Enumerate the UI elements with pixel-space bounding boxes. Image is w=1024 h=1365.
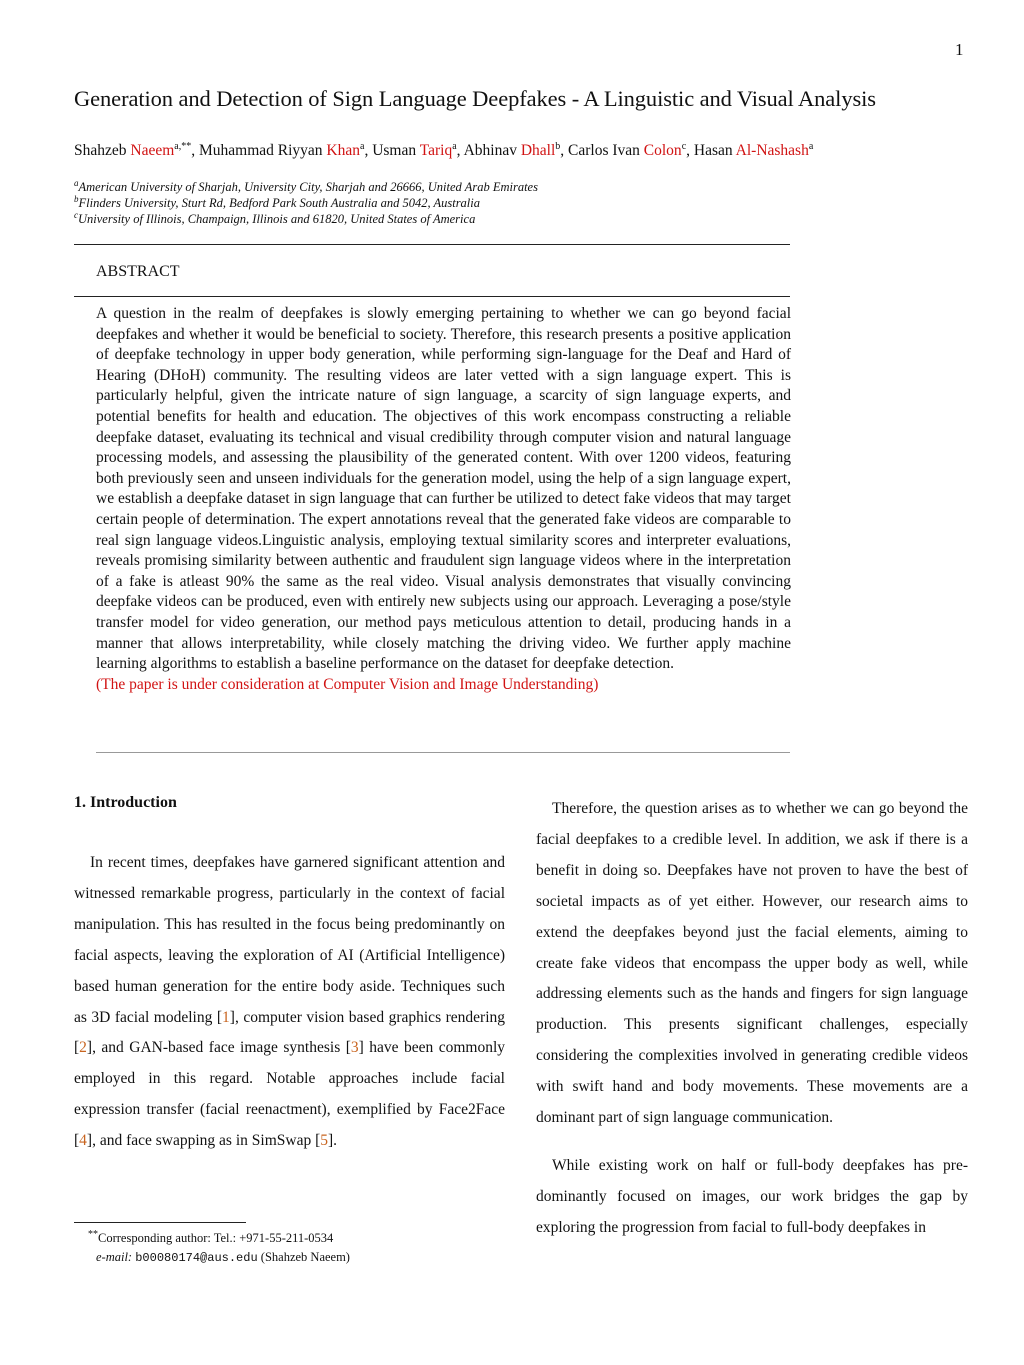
- footnote-rule: [74, 1222, 246, 1223]
- section-heading-introduction: 1. Introduction: [74, 794, 177, 811]
- abstract-text: A question in the realm of deepfakes is slowly emerging pertaining to whether we can go beyond facial deepfakes and whether it would be beneficial to society. Therefore, this research presents a positive application of deepfake technology in upper body generation, while performing sign-language for the Deaf and Hard of Hearing (DHoH) community. The resulting videos are later vetted with a sign language expert. This is particularly helpful, given the intricate nature of sign language, a scarcity of sign language experts, and potential benefits for health and education. The objectives of this work encompass constructing a reliable deepfake dataset, evaluating its technical and visual credibility through computer vision and natural language processing models, and assessing the plausibility of the generated content. With over 1200 videos, featuring both previously seen and unseen individuals for the generation model, using the help of a sign language expert, we establish a deepfake dataset in sign language that can further be utilized to detect fake videos that may target certain people of determination. The expert annotations reveal that the generated fake videos are comparable to real sign language videos.Linguistic analysis, employing textual similarity scores and interpreter evaluations, reveals promising similarity between authentic and fraudulent sign language videos where in the interpretation of a fake is atleast 90% the same as the real video. Visual analysis demonstrates that visually convincing deepfake videos can be produced, even with entirely new subjects using our approach. Leveraging a pose/style transfer model for video generation, our method pays meticulous attention to detail, producing hands in a manner that allows interpretability, while closely matching the driving video. We further apply machine learning algorithms to establish a baseline performance on the dataset for deepfake detection.: [96, 305, 791, 673]
- affiliation-b: $^b$Flinders University, Sturt Rd, Bedford Park South Australia and 5042, Australia: [74, 193, 481, 210]
- citation-link-3[interactable]: 3: [350, 1039, 359, 1057]
- right-column: [536, 794, 968, 1244]
- citation-link-2[interactable]: 2: [79, 1039, 87, 1057]
- author-entry: Hasan Al-Nashash$^a$: [693, 140, 814, 159]
- divider: [96, 752, 790, 753]
- author-entry: Muhammad Riyyan Khan$^a$,: [198, 140, 373, 159]
- divider: [74, 244, 790, 245]
- author-entry: Shahzeb Naeem$^{a,**}$,: [74, 140, 199, 159]
- intro-paragraph-2: Therefore, the question arises as to whether we can go beyond the facial deepfakes to a credible level. In addition, we ask if there is a benefit in doing so. Deepfakes have not proven to have the best of societal impacts as of yet either. However, our research aims to extend the deepfakes beyond just the facial elements, aiming to create fake videos that encompass the upper body as well, while addressing elements such as the hands and fingers for sign language production. This presents significant challenges, especially considering the complexities involved in generating credible videos with swift hand and body movements. These movements are a dominant part of sign language communication.: [536, 800, 968, 1127]
- author-list: [74, 142, 974, 160]
- citation-link-5[interactable]: 5: [320, 1132, 328, 1150]
- author-link-khan[interactable]: Khan: [326, 142, 360, 159]
- intro-paragraph-3: While existing work on half or full-body deepfakes has predominantly focused on images, our work bridges the gap by exploring the progression from facial to full-body deepfakes in: [536, 1156, 968, 1236]
- affiliation-a: $^a$American University of Sharjah, University City, Sharjah and 26666, United Arab Emirates: [74, 177, 538, 194]
- author-entry: Carlos Ivan Colon$^c$,: [568, 140, 694, 159]
- author-link-tariq[interactable]: Tariq: [419, 142, 453, 159]
- paper-title: Generation and Detection of Sign Language Deepfakes - A Linguistic and Visual Analysis: [74, 86, 876, 111]
- citation-link-1[interactable]: 1: [222, 1008, 230, 1026]
- author-entry: Abhinav Dhall$^b$,: [463, 140, 569, 159]
- abstract-heading: ABSTRACT: [96, 263, 180, 280]
- citation-link-4[interactable]: 4: [79, 1132, 87, 1150]
- author-entry: Usman Tariq$^a$,: [372, 140, 464, 159]
- page-number: 1: [955, 40, 964, 59]
- author-link-al-nashash[interactable]: Al-Nashash: [735, 142, 809, 159]
- footnote-email: e-mail: b00080174@aus.edu (Shahzeb Naeem): [96, 1250, 350, 1265]
- author-link-dhall[interactable]: Dhall: [520, 142, 556, 159]
- email-link[interactable]: b00080174@aus.edu: [135, 1251, 258, 1265]
- left-column: [74, 794, 505, 1157]
- author-link-colon[interactable]: Colon: [643, 142, 682, 159]
- abstract-body: [96, 304, 791, 695]
- divider: [74, 296, 790, 297]
- footnote-author: **Corresponding author: Tel.: +971-55-211-0534: [88, 1228, 334, 1245]
- intro-paragraph-1: In recent times, deepfakes have garnered significant attention and witnessed remarkable progress, particularly in the context of facial manipulation. This has resulted in the focus being predominantly on facial aspects, leaving the exploration of AI (Artificial Intelligence) based human generation for the entire body aside. Techniques such as 3D facial modeling [1], computer vision based graphics rendering [2], and GAN-based face image synthesis [3] have been commonly employed in this regard. Notable approaches include facial expression transfer (facial reenactment), exemplified by Face2Face [4], and face swapping as in SimSwap [5].: [74, 854, 505, 1150]
- footnote: [88, 1229, 350, 1268]
- author-link-naeem[interactable]: Naeem: [130, 142, 175, 159]
- abstract-note: (The paper is under consideration at Computer Vision and Image Understanding): [96, 675, 599, 693]
- affiliation-c: $^c$University of Illinois, Champaign, Illinois and 61820, United States of America: [74, 209, 476, 226]
